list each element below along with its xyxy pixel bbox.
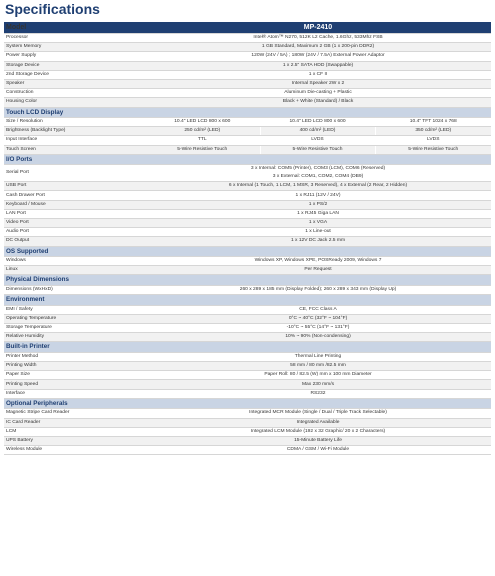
spec-row-storage-device (4, 61, 491, 70)
row-value: Integrated LCM Module (192 x 32 Graphic/ 20 x 2 Characters) (145, 427, 491, 436)
spec-row-touch-screen (4, 145, 491, 154)
section-title: OS Supported (4, 246, 491, 257)
spec-row-video-port (4, 219, 491, 228)
row-label: Input Interface (4, 136, 145, 145)
row-label: USB Port (4, 182, 145, 191)
row-label: Audio Port (4, 228, 145, 237)
row-label: Touch Screen (4, 145, 145, 154)
row-value-col1: 5-Wire Resistive Touch (145, 145, 260, 154)
row-value: Black + White (Standard) / Black (145, 98, 491, 107)
row-value: 1 x CF II (145, 70, 491, 79)
row-label: Housing Color (4, 98, 145, 107)
row-value-col3: 350 cd/m² (LED) (375, 127, 491, 136)
spec-row-wireless-module (4, 446, 491, 455)
row-value: Per Request (145, 266, 491, 275)
row-label: EMI / Safety (4, 305, 145, 314)
section-header-printer (4, 342, 491, 353)
row-value: 0°C ~ 40°C (32°F ~ 104°F) (145, 314, 491, 323)
row-label: Keyboard / Mouse (4, 200, 145, 209)
section-header-io-ports (4, 154, 491, 165)
spec-table (4, 22, 491, 455)
serial-line-external: 3 x External: COM1, COM2, COM4 (DB9) (272, 174, 364, 180)
row-value: Internal Speaker 2W x 2 (145, 79, 491, 88)
spec-row-2nd-storage (4, 70, 491, 79)
row-label: Cash Drawer Port (4, 191, 145, 200)
row-label: Windows (4, 257, 145, 266)
row-value: CE, FCC Class A (145, 305, 491, 314)
row-label: Brightness (Backlight Type) (4, 127, 145, 136)
row-label: Linux (4, 266, 145, 275)
section-title: I/O Ports (4, 154, 491, 165)
row-label: LAN Port (4, 209, 145, 218)
row-value: 10% ~ 90% (Non-condensing) (145, 333, 491, 342)
row-value: RS232 (145, 389, 491, 398)
spec-row-ic-card-reader (4, 418, 491, 427)
section-header-physical (4, 275, 491, 286)
row-value-col1: TTL (145, 136, 260, 145)
row-value: Integrated Available (145, 418, 491, 427)
row-value: 260 x 289 x 185 mm (Display Folded); 260 x 289 x 343 mm (Display Up) (145, 285, 491, 294)
row-value: 15-Minute Battery Life (145, 436, 491, 445)
spec-row-cash-drawer (4, 191, 491, 200)
spec-row-storage-temp (4, 324, 491, 333)
spec-row-printing-speed (4, 380, 491, 389)
spec-row-dc-output (4, 237, 491, 246)
row-label: Paper Size (4, 371, 145, 380)
row-label: System Memory (4, 43, 145, 52)
section-title: Touch LCD Display (4, 107, 491, 118)
row-label: 2nd Storage Device (4, 70, 145, 79)
spec-row-linux (4, 266, 491, 275)
spec-row-msr (4, 409, 491, 418)
serial-line-internal: 3 x Internal: COM5 (Printer), COM3 (LCM), COM6 (Reserved) (250, 166, 386, 172)
row-value-col2: 5-Wire Resistive Touch (260, 145, 375, 154)
row-label: Relative Humidity (4, 333, 145, 342)
row-label: Storage Device (4, 61, 145, 70)
row-value: 1 x Line-out (145, 228, 491, 237)
row-value: 1 x RJ11 (12V / 24V) (145, 191, 491, 200)
row-value: 1 x 2.5" SATA HDD (Swappable) (145, 61, 491, 70)
section-title: Optional Peripherals (4, 398, 491, 409)
row-label: UPS Battery (4, 436, 145, 445)
row-label: Size / Resolution (4, 118, 145, 127)
section-title: Physical Dimensions (4, 275, 491, 286)
spec-row-paper-size (4, 371, 491, 380)
row-value: Integrated MCR Module (Single / Dual / Triple Track Selectable) (145, 409, 491, 418)
row-label: Speaker (4, 79, 145, 88)
spec-row-operating-temp (4, 314, 491, 323)
section-header-optional (4, 398, 491, 409)
section-title: Built-in Printer (4, 342, 491, 353)
model-label: Model (4, 22, 145, 34)
row-value: CDMA / GSM / Wi-Fi Module (145, 446, 491, 455)
row-label: IC Card Reader (4, 418, 145, 427)
spec-row-dimensions (4, 285, 491, 294)
spec-row-ups-battery (4, 436, 491, 445)
row-value: Paper Roll: 80 / 82.5 (W) mm x 100 mm Diameter (145, 371, 491, 380)
spec-row-printing-width (4, 362, 491, 371)
row-label: DC Output (4, 237, 145, 246)
section-title: Environment (4, 295, 491, 306)
spec-row-system-memory (4, 43, 491, 52)
row-value-col3: LVDS (375, 136, 491, 145)
spec-row-audio-port (4, 228, 491, 237)
row-label: Printer Method (4, 352, 145, 361)
row-value-col2: LVDS (260, 136, 375, 145)
row-label: Wireless Module (4, 446, 145, 455)
row-label: Power Supply (4, 52, 145, 61)
spec-row-brightness (4, 127, 491, 136)
row-value: Windows XP, Windows XPE, POSReady 2009, Windows 7 (145, 257, 491, 266)
model-header-row (4, 22, 491, 34)
spec-row-input-interface (4, 136, 491, 145)
row-value: 1 GB Standard, Maximum 2 GB (1 x 200-pin DDR2) (145, 43, 491, 52)
row-value: 120W (24V / 5A) ; 180W (24V / 7.5A) External Power Adaptor (145, 52, 491, 61)
row-value: -10°C ~ 55°C (14°F ~ 131°F) (145, 324, 491, 333)
spec-row-size-resolution (4, 118, 491, 127)
row-value-col2: 400 cd/m² (LED) (260, 127, 375, 136)
row-value (145, 165, 491, 182)
row-value: 1 x 12V DC Jack 2.5 mm (145, 237, 491, 246)
row-value-col3: 5-Wire Resistive Touch (375, 145, 491, 154)
section-header-os (4, 246, 491, 257)
spec-row-power-supply (4, 52, 491, 61)
spec-row-printer-method (4, 352, 491, 361)
page-title: Specifications (5, 1, 100, 17)
row-label: LCM (4, 427, 145, 436)
row-label: Printing Speed (4, 380, 145, 389)
spec-row-speaker (4, 79, 491, 88)
spec-row-humidity (4, 333, 491, 342)
row-label: Dimensions (WxHxD) (4, 285, 145, 294)
spec-row-lan-port (4, 209, 491, 218)
row-value: Thermal Line Printing (145, 352, 491, 361)
row-value: 1 x VGA (145, 219, 491, 228)
section-header-environment (4, 295, 491, 306)
spec-row-housing-color (4, 98, 491, 107)
row-value: 1 x PS/2 (145, 200, 491, 209)
model-value: MP-2410 (145, 22, 491, 34)
spec-row-keyboard-mouse (4, 200, 491, 209)
row-value: 58 mm / 80 mm /82.5 mm (145, 362, 491, 371)
spec-row-interface (4, 389, 491, 398)
row-label: Interface (4, 389, 145, 398)
row-value-col3: 10.4" TFT 1024 x 768 (375, 118, 491, 127)
section-header-touch-lcd (4, 107, 491, 118)
spec-row-windows (4, 257, 491, 266)
row-value: Max 230 mm/s (145, 380, 491, 389)
spec-row-lcm (4, 427, 491, 436)
spec-row-construction (4, 89, 491, 98)
row-value-col2: 10.4" LED LCD 800 x 600 (260, 118, 375, 127)
spec-row-serial-port (4, 165, 491, 182)
row-value: Aluminum Die-casting + Plastic (145, 89, 491, 98)
spec-row-usb-port (4, 182, 491, 191)
row-value: 6 x Internal (1 Touch, 1 LCM, 1 MSR, 3 Reserved), 4 x External (2 Rear, 2 Hidden) (145, 182, 491, 191)
spec-row-processor (4, 34, 491, 43)
row-label: Processor (4, 34, 145, 43)
row-label: Magnetic Stripe Card Reader (4, 409, 145, 418)
row-label: Video Port (4, 219, 145, 228)
row-label: Storage Temperature (4, 324, 145, 333)
row-label: Printing Width (4, 362, 145, 371)
row-value-col1: 250 cd/m² (LED) (145, 127, 260, 136)
row-value: 1 x RJ45 Giga LAN (145, 209, 491, 218)
spec-row-emi-safety (4, 305, 491, 314)
row-label: Serial Port (4, 165, 145, 182)
row-label: Operating Temperature (4, 314, 145, 323)
row-value: Intel® Atom™ N270, 512K L2 Cache, 1.6Ghz, 533Mhz FSB (145, 34, 491, 43)
row-label: Construction (4, 89, 145, 98)
row-value-col1: 10.4" LED LCD 800 x 600 (145, 118, 260, 127)
